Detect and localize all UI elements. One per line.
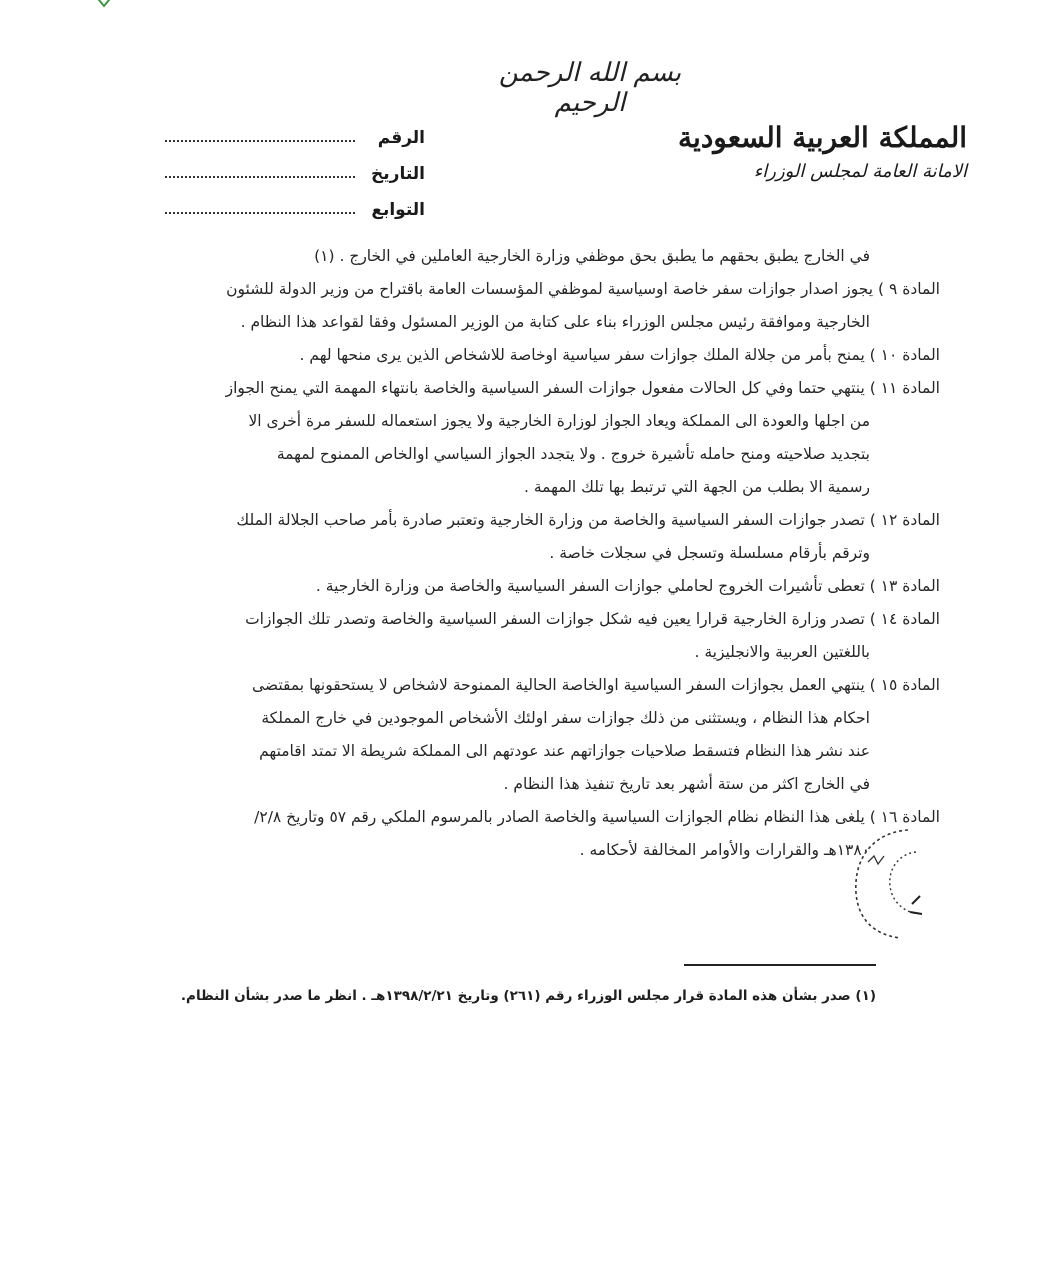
- basmala-heading: بسم الله الرحمن الرحيم: [498, 58, 682, 118]
- body-line: رسمية الا بطلب من الجهة التي ترتبط بها تلك المهمة .: [523, 478, 870, 496]
- article-13-line: المادة ١٣ ) تعطى تأشيرات الخروج لحاملي جوازات السفر السياسية والخاصة من وزارة الخارجية .: [315, 577, 940, 595]
- attachments-field: [165, 184, 425, 220]
- body-line: الخارجية وموافقة رئيس مجلس الوزراء بناء على كتابة من الوزير المسئول وفقا لقواعد هذا النظام .: [240, 313, 870, 331]
- body-line: وترقم بأرقام مسلسلة وتسجل في سجلات خاصة .: [549, 544, 870, 562]
- article-9-line: المادة ٩ ) يجوز اصدار جوازات سفر خاصة اوسياسية لموظفي المؤسسات العامة باقتراح من وزير الدولة للشئون: [226, 280, 940, 298]
- corner-mark: [92, 0, 114, 10]
- attachments-label: التوابع: [371, 200, 425, 220]
- article-14-line: المادة ١٤ ) تصدر وزارة الخارجية قرارا يعين فيه شكل جوازات السفر السياسية والخاصة وتصدر تلك الجوازات: [245, 610, 940, 628]
- article-11-line: المادة ١١ ) ينتهي حتما وفي كل الحالات مفعول جوازات السفر السياسية والخاصة بانتهاء المهمة التي يمنح الجواز: [225, 379, 940, 397]
- reference-fields: [165, 112, 425, 220]
- body-line: بتجديد صلاحيته ومنح حامله تأشيرة خروج . ولا يتجدد الجواز السياسي اوالخاص الممنوح لمهمة: [276, 445, 870, 463]
- handwritten-annotation: [838, 822, 924, 942]
- body-line: في الخارج يطبق بحقهم ما يطبق بحق موظفي وزارة الخارجية العاملين في الخارج . (١): [314, 247, 870, 265]
- body-line: عند نشر هذا النظام فتسقط صلاحيات جوازاتهم عند عودتهم الى المملكة شريطة الا تمتد اقامتهم: [259, 742, 870, 760]
- date-label: التاريخ: [371, 164, 425, 184]
- footnote-separator: [684, 964, 876, 966]
- document-body: [118, 240, 940, 867]
- attachments-blank: [165, 211, 355, 214]
- number-label: الرقم: [377, 128, 425, 148]
- date-field: [165, 148, 425, 184]
- date-blank: [165, 175, 355, 178]
- article-15-line: المادة ١٥ ) ينتهي العمل بجوازات السفر السياسية اوالخاصة الحالية الممنوحة لاشخاص لا يستحقونها بمقتضى: [251, 676, 940, 694]
- number-blank: [165, 139, 355, 142]
- department-name: الامانة العامة لمجلس الوزراء: [753, 161, 967, 182]
- article-12-line: المادة ١٢ ) تصدر جوازات السفر السياسية والخاصة من وزارة الخارجية وتعتبر صادرة بأمر صاحب الجلالة الملك: [236, 511, 940, 529]
- body-line: في الخارج اكثر من ستة أشهر بعد تاريخ تنفيذ هذا النظام .: [503, 775, 870, 793]
- body-line: من اجلها والعودة الى المملكة ويعاد الجواز لوزارة الخارجية ولا يجوز استعماله للسفر مرة أخرى الا: [248, 412, 870, 430]
- letterhead: [667, 118, 967, 186]
- article-10-line: المادة ١٠ ) يمنح بأمر من جلالة الملك جوازات سفر سياسية اوخاصة للاشخاص الذين يرى منحها لهم .: [299, 346, 940, 364]
- body-line: ١٣٨٠هـ والقرارات والأوامر المخالفة لأحكامه .: [579, 841, 870, 859]
- kingdom-name: المملكة العربية السعودية: [678, 121, 967, 154]
- article-16-line: المادة ١٦ ) يلغى هذا النظام نظام الجوازات السياسية والخاصة الصادر بالمرسوم الملكي رقم ٥٧ وتاريخ ٢/٨/: [254, 808, 940, 826]
- number-field: [165, 112, 425, 148]
- footnote: (١) صدر بشأن هذه المادة قرار مجلس الوزراء رقم (٢٦١) وتاريخ ١٣٩٨/٢/٢١هـ . انظر ما صدر بشأن النظام.: [180, 988, 876, 1004]
- body-line: احكام هذا النظام ، ويستثنى من ذلك جوازات سفر اولئك الأشخاص الموجودين في خارج المملكة: [261, 709, 870, 727]
- body-line: باللغتين العربية والانجليزية .: [694, 643, 870, 661]
